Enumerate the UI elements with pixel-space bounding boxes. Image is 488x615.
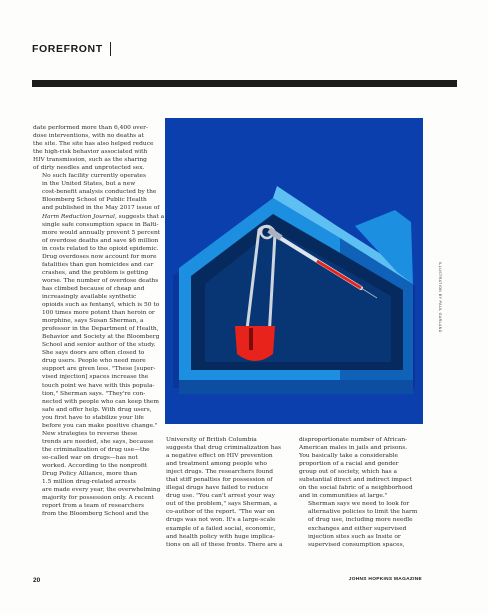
text-line: drugs was not won. It's a large-scale [166,517,276,524]
text-line: worse. The number of overdose deaths [42,277,159,284]
text-line: nected with people who can keep them [42,398,160,405]
text-line: No such facility currently operates [42,173,147,180]
text-line: Behavior and Society at the Bloomberg [42,334,160,341]
text-line: in costs related to the opioid epidemic. [42,245,159,252]
text-line: of overdose deaths and save $6 million [42,237,159,244]
illustration-credit: ILLUSTRATION BY PAUL GARLAND [438,262,442,333]
text-line: drug use. "You can't arrest your way [166,493,275,500]
text-line: crashes, and the problem is getting [42,269,149,276]
text-line: and in communities at large." [299,493,388,500]
text-line: the high-risk behavior associated with [33,149,148,156]
text-line: more would annually prevent 5 percent [42,229,161,236]
paragraph [33,124,153,172]
text-line: and published in the May 2017 issue of [42,205,160,212]
text-line: Drug overdoses now account for more [42,253,157,260]
paragraph [33,430,161,519]
text-line: majority for possession only. A recent [42,495,155,502]
text-line: increasingly available synthetic [42,293,137,300]
section-label: FOREFRONT [32,43,103,55]
text-line: trends are needed, she says, because [42,438,154,445]
column-3 [299,436,423,549]
text-line: a negative effect on HIV prevention [166,453,273,460]
text-line: has climbed because of cheap and [42,285,145,292]
text-line: Harm Reduction Journal, suggests that a [42,213,165,220]
header-divider [110,42,111,56]
text-line: dose interventions, with no deaths at [33,133,144,140]
column-1 [33,124,165,518]
pin-red-head [235,326,275,361]
text-line: you first have to stabilize your life [42,414,144,421]
text-line: fatalities than gun homicides and car [42,261,154,268]
text-line: 100 times more potent than heroin or [42,310,155,317]
text-line: suggests that drug criminalization has [166,445,282,452]
text-line: American males in jails and prisons. [299,445,408,452]
pin-head-slot [249,328,253,350]
text-line: drug users. People who need more [42,358,146,365]
house-base [179,380,413,394]
text-line: the criminalization of drug use—the [42,446,150,453]
text-line: date performed more than 6,400 over- [33,125,148,131]
text-line: so-called war on drugs—has not [42,454,138,461]
text-line: co-author of the report. "The war on [166,509,275,516]
text-line: tion," Sherman says. "They're con- [42,390,146,397]
text-line: alternative policies to limit the harm [308,509,418,516]
text-line: cost-benefit analysis conducted by the [42,189,157,196]
text-line: Drug Policy Alliance, more than [42,471,138,478]
paragraph [166,436,288,549]
text-line: School and senior author of the study. [42,342,156,349]
text-line: HIV transmission, such as the sharing [33,157,147,164]
paragraph [299,500,423,548]
text-line: of drug use, including more needle [308,517,413,524]
text-line: inject drugs. The researchers found [166,469,274,476]
text-line: supervised consumption spaces, [308,541,405,548]
text-line: out of the problem," says Sherman, a [166,501,278,508]
text-line: on the social fabric of a neighborhood [299,485,413,492]
text-line: worked. According to the nonprofit [42,462,148,469]
text-line: professor in the Department of Health, [42,326,159,333]
column-2 [166,436,288,549]
text-line: proportion of a racial and gender [299,461,399,468]
illustration [165,118,423,424]
text-line: and health policy with huge implica- [166,533,275,540]
text-line: before you can make positive change." [42,422,158,429]
text-line: and treatment among people who [166,461,267,468]
publication-name: JOHNS HOPKINS MAGAZINE [348,577,422,582]
text-line: You basically take a considerable [299,453,399,460]
top-rule [32,80,457,87]
text-line: of dirty needles and unprotected sex. [33,165,145,172]
text-line: single safe consumption space in Balti- [42,221,159,228]
text-line: are made every year, the overwhelming [42,487,161,494]
text-line: opioids such as fentanyl, which is 50 to [42,302,160,309]
text-line: Bloomberg School of Public Health [42,197,147,204]
text-line: safe and offer help. With drug users, [42,406,152,413]
text-line: the site. The site has also helped reduce [33,141,154,148]
page-number: 20 [33,577,41,584]
text-line: morphine, says Susan Sherman, a [42,318,144,325]
text-line: University of British Columbia [166,437,257,443]
text-line: She says doors are often closed to [42,350,145,357]
text-line: that stiff penalties for possession of [166,477,273,484]
text-line: substantial direct and indirect impact [299,477,412,484]
text-line: touch point we have with this popula- [42,382,155,389]
text-line: New strategies to reverse these [42,430,138,437]
text-line: Sherman says we need to look for [308,501,410,508]
paragraph [33,172,165,349]
text-line: tions on all of these fronts. There are a [166,541,283,548]
text-line: exchanges and either supervised [308,525,407,532]
section-header [32,42,111,56]
text-line: illegal drugs have failed to reduce [166,485,269,492]
text-line: disproportionate number of African- [299,437,408,443]
paragraph [299,436,423,500]
text-line: support are given less. "These [super- [42,366,156,373]
text-line: group out of society, which has a [299,469,398,476]
text-line: in the United States, but a new [42,181,136,188]
paragraph [33,349,160,429]
text-line: injection sites such as Insite or [308,533,401,540]
text-line: example of a failed social, economic, [166,525,276,532]
text-line: from the Bloomberg School and the [42,511,149,518]
text-line: vised injection] spaces increase the [42,374,149,381]
text-line: report from a team of researchers [42,503,145,510]
text-line: 1.5 million drug-related arrests [42,479,136,486]
